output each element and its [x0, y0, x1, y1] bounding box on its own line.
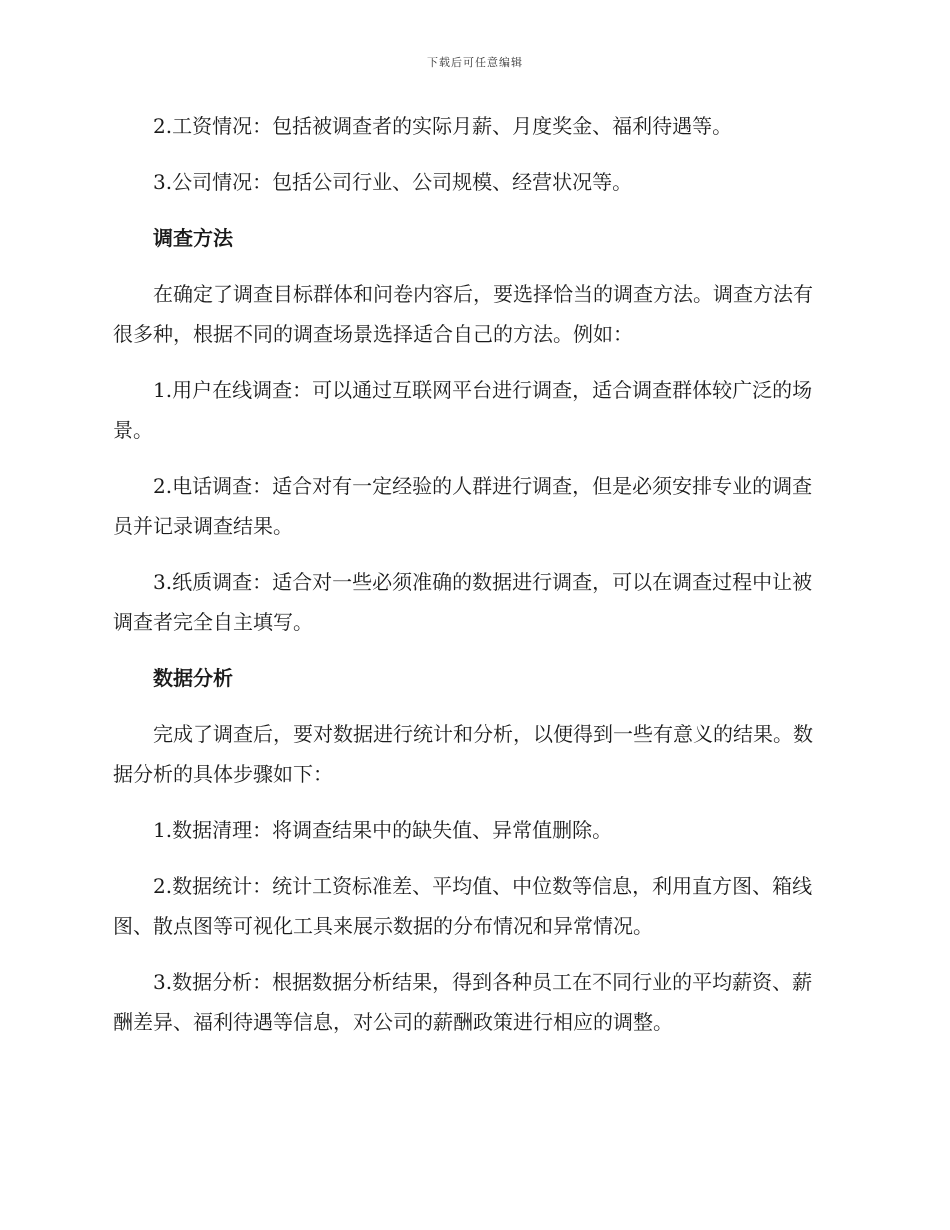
phone-survey-item: 2.电话调查：适合对有一定经验的人群进行调查，但是必须安排专业的调查员并记录调查结果。	[113, 474, 813, 538]
data-analysis-item: 3.数据分析：根据数据分析结果，得到各种员工在不同行业的平均薪资、薪酬差异、福利待遇等信息，对公司的薪酬政策进行相应的调整。	[113, 970, 813, 1034]
survey-method-intro: 在确定了调查目标群体和问卷内容后，要选择恰当的调查方法。调查方法有很多种，根据不同的调查场景选择适合自己的方法。例如：	[113, 282, 813, 346]
survey-method-heading: 调查方法	[153, 226, 233, 250]
data-analysis-intro: 完成了调查后，要对数据进行统计和分析，以便得到一些有意义的结果。数据分析的具体步骤如下：	[113, 722, 813, 786]
paper-survey-item: 3.纸质调查：适合对一些必须准确的数据进行调查，可以在调查过程中让被调查者完全自主填写。	[113, 570, 813, 634]
page-header: 下载后可任意编辑	[427, 56, 523, 69]
online-survey-item: 1.用户在线调查：可以通过互联网平台进行调查，适合调查群体较广泛的场景。	[113, 378, 813, 442]
data-statistics-item: 2.数据统计：统计工资标准差、平均值、中位数等信息，利用直方图、箱线图、散点图等可视化工具来展示数据的分布情况和异常情况。	[113, 874, 813, 938]
salary-info-item: 2.工资情况：包括被调查者的实际月薪、月度奖金、福利待遇等。	[153, 114, 733, 138]
company-info-item: 3.公司情况：包括公司行业、公司规模、经营状况等。	[153, 170, 633, 194]
data-cleaning-item: 1.数据清理：将调查结果中的缺失值、异常值删除。	[153, 818, 613, 842]
document-body	[113, 106, 829, 1058]
data-analysis-heading: 数据分析	[153, 666, 233, 690]
